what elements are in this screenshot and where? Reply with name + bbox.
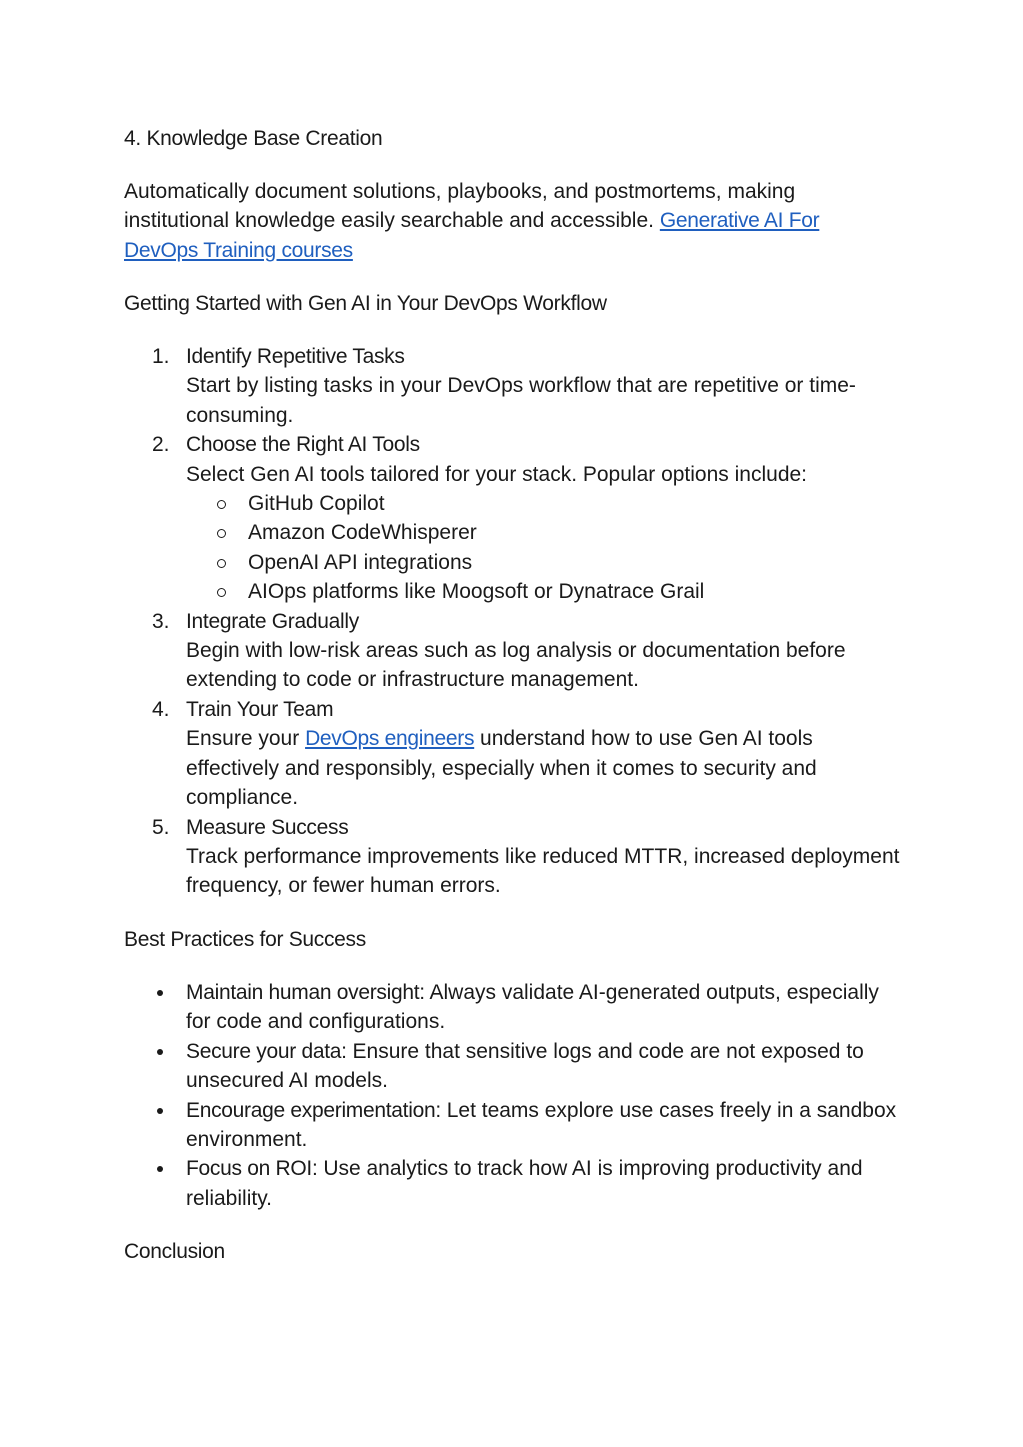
practice-text: Always validate AI-generated outputs, especially for code and configurations. [186,981,879,1034]
section-heading-knowledge-base: 4. Knowledge Base Creation [124,127,383,150]
list-item [124,342,904,430]
circle-bullet-icon [217,529,226,538]
devops-engineers-link[interactable]: DevOps engineers [305,727,475,751]
circle-bullet-icon [217,500,226,509]
list-item [124,978,904,1037]
practice-text: Use analytics to track how AI is improving productivity and reliability. [186,1157,863,1210]
bullet-icon [157,1166,163,1172]
sub-list-item [186,518,904,547]
practice-label: Secure your data: [186,1039,347,1063]
sub-list-item [186,548,904,577]
sub-item-text: GitHub Copilot [248,492,385,516]
practice-text: Let teams explore use cases freely in a sandbox environment. [186,1098,897,1152]
list-item [124,1037,904,1096]
list-item [124,695,904,813]
list-item [124,430,904,606]
steps-list [124,342,904,901]
list-number: 1. [152,345,170,368]
best-practices-list [124,978,904,1213]
step-title: Measure Success [186,815,349,839]
practice-label: Maintain human oversight: [186,981,425,1004]
step-body: Start by listing tasks in your DevOps workflow that are repetitive or time-consuming. [186,374,856,427]
step-body: Track performance improvements like reduced MTTR, increased deployment frequency, or fewer human errors. [186,844,900,898]
step-title: Train Your Team [186,697,334,721]
sub-list-item [186,577,904,606]
knowledge-base-paragraph [124,177,884,265]
step-body-pre: Ensure your [186,727,306,751]
step-body [186,727,817,809]
list-item [124,1154,904,1213]
circle-bullet-icon [217,559,226,568]
step-body: Begin with low-risk areas such as log analysis or documentation before extending to code or infrastructure management. [186,639,846,692]
step-body-post: understand how to use Gen AI tools effectively and responsibly, especially when it comes to security and compliance. [186,727,817,810]
step-title: Choose the Right AI Tools [186,433,420,457]
sub-item-text: Amazon CodeWhisperer [248,521,477,545]
section-heading-best-practices: Best Practices for Success [124,928,366,951]
list-number: 4. [152,697,170,721]
knowledge-base-text: Automatically document solutions, playbooks, and postmortems, making institutional knowledge easily searchable and accessible. [124,180,796,233]
practice-label: Focus on ROI: [186,1157,318,1181]
list-number: 2. [152,433,170,457]
section-heading-conclusion: Conclusion [124,1240,225,1263]
list-number: 3. [152,609,170,633]
section-heading-getting-started: Getting Started with Gen AI in Your DevOps Workflow [124,292,607,315]
training-courses-link[interactable]: Generative AI For DevOps Training courses [124,209,820,262]
step-body: Select Gen AI tools tailored for your stack. Popular options include: [186,462,808,486]
step-title: Identify Repetitive Tasks [186,345,405,368]
bullet-icon [157,1108,163,1114]
sub-item-text: AIOps platforms like Moogsoft or Dynatrace Grail [248,580,705,604]
practice-label: Encourage experimentation: [186,1098,441,1122]
list-item [124,813,904,901]
circle-bullet-icon [217,588,226,597]
list-number: 5. [152,815,170,839]
sub-item-text: OpenAI API integrations [248,550,473,574]
bullet-icon [157,990,163,996]
practice-text: Ensure that sensitive logs and code are not exposed to unsecured AI models. [186,1039,864,1093]
step-title: Integrate Gradually [186,609,359,633]
list-item [124,607,904,695]
sub-list-item [186,489,904,518]
list-item [124,1096,904,1155]
bullet-icon [157,1049,163,1055]
